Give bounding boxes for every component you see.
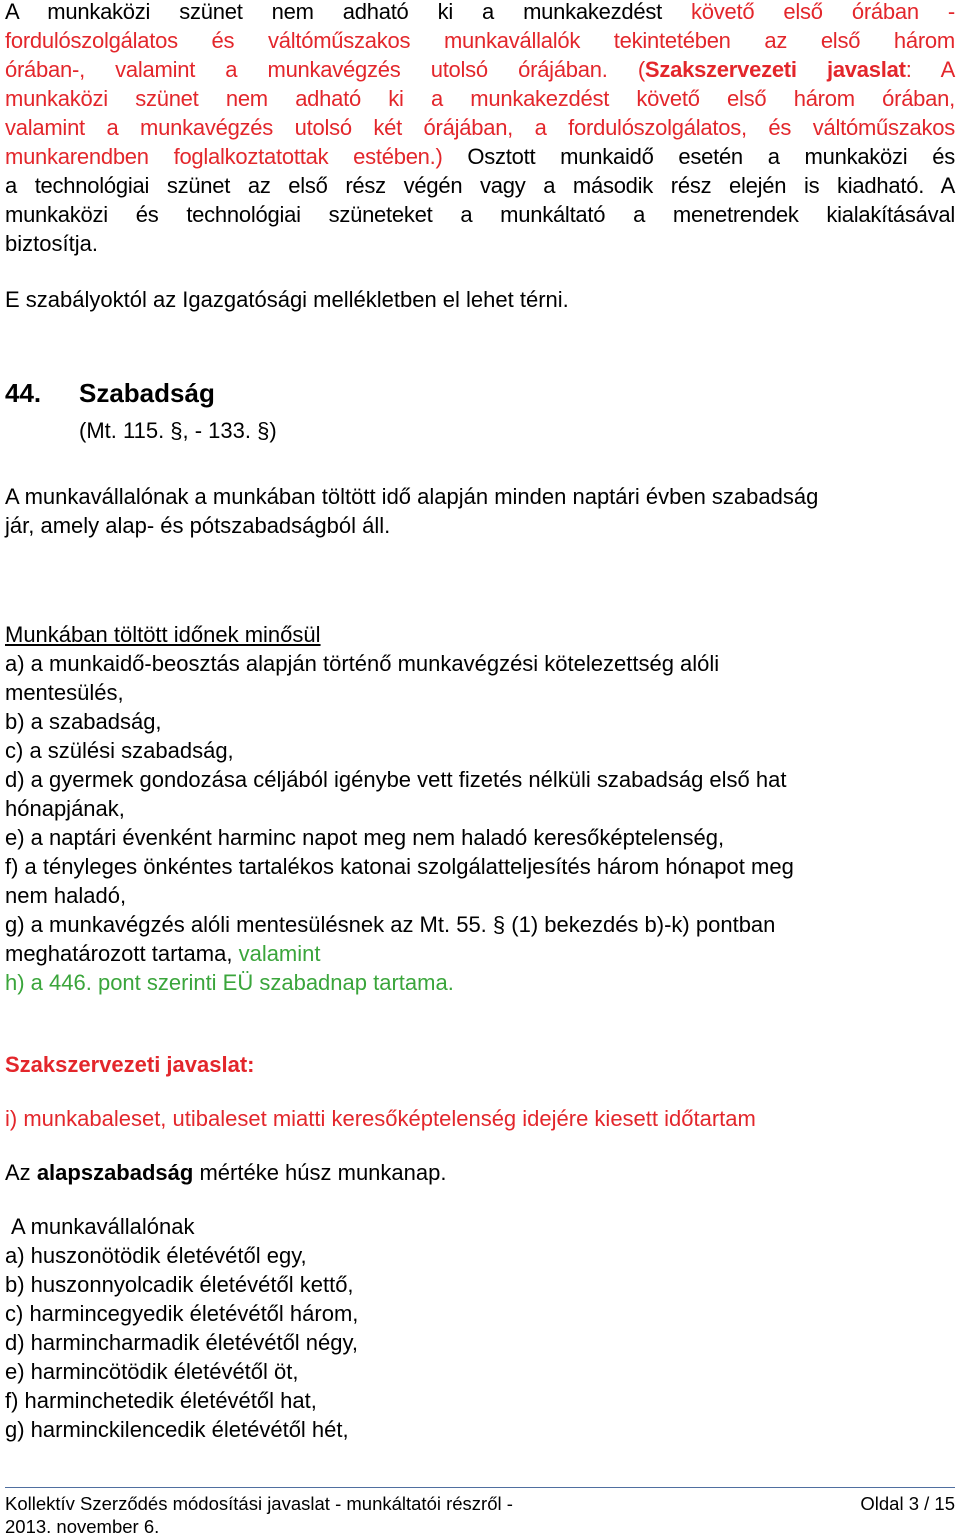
footer-date: 2013. november 6. (5, 1516, 160, 1536)
list-item: c) harmincegyedik életévétől három, (5, 1301, 359, 1326)
union-proposal-heading: Szakszervezeti javaslat: (5, 1052, 255, 1077)
union-proposal-label: Szakszervezeti javaslat (644, 57, 906, 82)
list-item: g) harminckilencedik életévétől hét, (5, 1417, 349, 1442)
proposed-change-text: követő első órában - (691, 0, 956, 24)
union-proposal-text: munkarendben foglalkoztatottak estében.) (5, 144, 443, 169)
inserted-text: valamint (238, 941, 321, 966)
entitlement-paragraph (5, 482, 955, 540)
deviation-note: E szabályoktól az Igazgatósági mellékletben el lehet térni. (5, 287, 569, 312)
base-leave-term: alapszabadság (36, 1160, 194, 1185)
list-item-text: meghatározott tartama, (5, 941, 233, 966)
sentence-text: mértéke húsz munkanap. (199, 1160, 447, 1185)
union-proposal-text: : A (905, 57, 955, 82)
list-item: e) harmincötödik életévétől öt, (5, 1359, 299, 1384)
paragraph-line (5, 142, 955, 171)
footer-rule (5, 1487, 955, 1488)
page-footer (5, 1494, 955, 1513)
footer-document-title: Kollektív Szerződés módosítási javaslat - munkáltatói részről - (5, 1493, 513, 1514)
proposed-change-text: órában-, valamint a munkavégzés utolsó órájában. (5, 57, 608, 82)
list-item: a) a munkaidő-beosztás alapján történő munkavégzési kötelezettség alóli (5, 651, 720, 676)
list-item-continuation: mentesülés, (5, 680, 124, 705)
work-break-paragraph (5, 0, 955, 258)
list-intro: A munkavállalónak (11, 1214, 195, 1239)
list-item: d) harmincharmadik életévétől négy, (5, 1330, 358, 1355)
list-item: b) a szabadság, (5, 709, 162, 734)
original-text: Osztott munkaidő esetén a munkaközi és (467, 144, 955, 169)
list-item-inserted: h) a 446. pont szerinti EÜ szabadnap tartama. (5, 970, 454, 995)
paragraph-line: jár, amely alap- és pótszabadságból áll. (5, 513, 391, 538)
list-item-continuation: nem haladó, (5, 883, 127, 908)
open-parenthesis: ( (637, 57, 645, 82)
section-number: 44. (5, 378, 42, 408)
original-text: A munkaközi szünet nem adható ki a munkakezdést (5, 0, 662, 24)
list-item: g) a munkavégzés alóli mentesülésnek az Mt. 55. § (1) bekezdés b)-k) pontban (5, 912, 776, 937)
list-item: c) a szülési szabadság, (5, 738, 234, 763)
list-item: f) a tényleges önkéntes tartalékos katonai szolgálatteljesítés három hónapot meg (5, 854, 794, 879)
list-item: e) a naptári évenként harminc napot meg nem haladó keresőképtelenség, (5, 825, 725, 850)
list-item-continuation (5, 939, 955, 968)
section-title: Szabadság (79, 378, 215, 408)
additional-leave-list (5, 1212, 955, 1444)
sentence-text: Az (5, 1160, 31, 1185)
paragraph-line (5, 0, 955, 26)
time-worked-list (5, 620, 955, 997)
paragraph-line: A munkavállalónak a munkában töltött idő alapján minden naptári évben szabadság (5, 484, 819, 509)
section-heading (5, 377, 405, 409)
paragraph-line: fordulószolgálatos és váltóműszakos munkavállalók tekintetében az első három (5, 28, 955, 53)
base-leave-sentence (5, 1158, 955, 1187)
footer-page-number: Oldal 3 / 15 (860, 1493, 955, 1514)
list-item: b) huszonnyolcadik életévétől kettő, (5, 1272, 354, 1297)
list-item: f) harminchetedik életévétől hat, (5, 1388, 317, 1413)
union-proposal-item: i) munkabaleset, utibaleset miatti keresőképtelenség idejére kiesett időtartam (5, 1106, 756, 1131)
paragraph-line (5, 55, 955, 84)
list-heading: Munkában töltött időnek minősül (5, 622, 321, 647)
list-item: d) a gyermek gondozása céljából igénybe vett fizetés nélküli szabadság első hat (5, 767, 787, 792)
list-item-continuation: hónapjának, (5, 796, 125, 821)
paragraph-line: munkaközi és technológiai szüneteket a munkáltató a menetrendek kialakításával (5, 202, 955, 227)
paragraph-line: valamint a munkavégzés utolsó két órájában, a fordulószolgálatos, és váltóműszakos (5, 115, 955, 140)
paragraph-line: a technológiai szünet az első rész végén vagy a második rész elején is kiadható. A (5, 173, 955, 198)
paragraph-line: munkaközi szünet nem adható ki a munkakezdést követő első három órában, (5, 86, 955, 111)
paragraph-line: biztosítja. (5, 231, 98, 256)
legal-reference: (Mt. 115. §, - 133. §) (79, 418, 277, 443)
list-item: a) huszonötödik életévétől egy, (5, 1243, 307, 1268)
